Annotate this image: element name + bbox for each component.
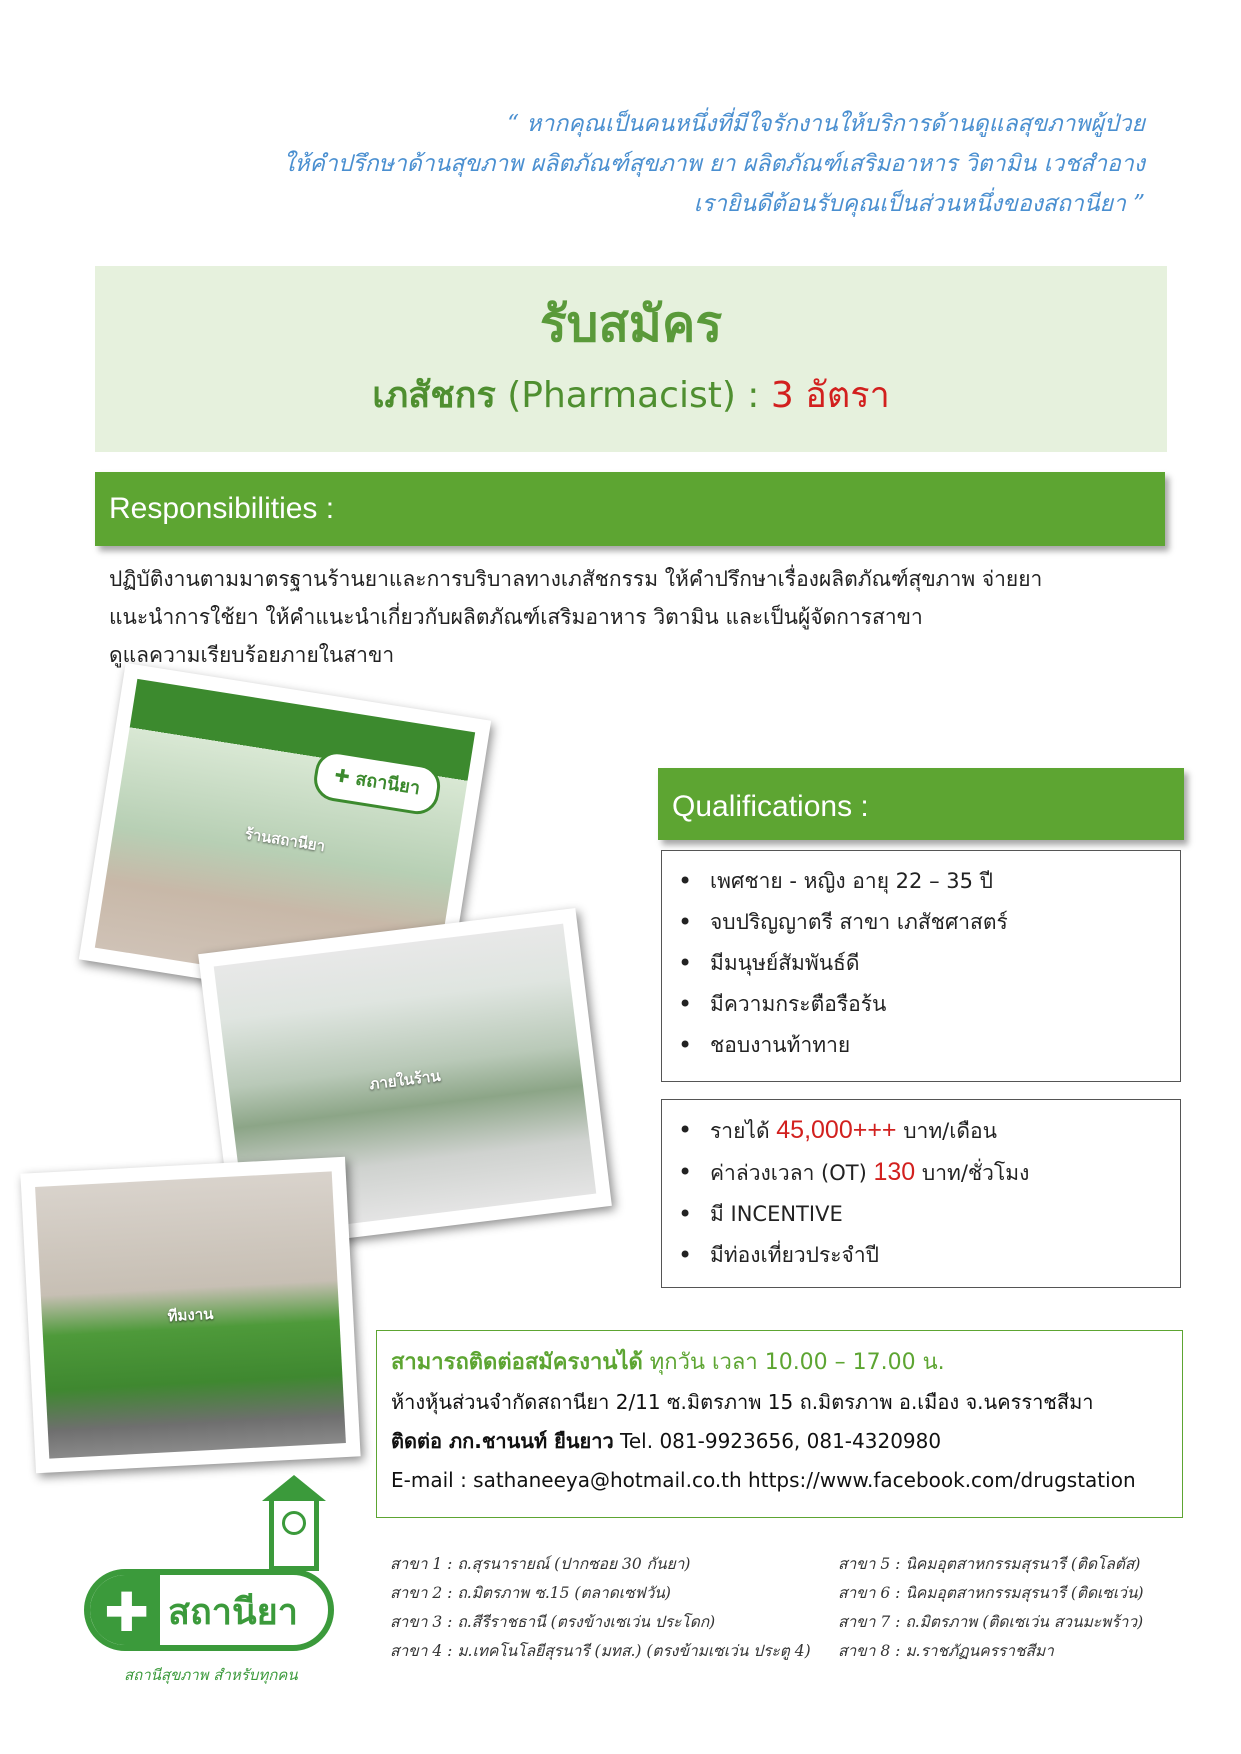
bullet-icon: • [678, 1158, 693, 1186]
bullet-icon: • [678, 867, 693, 895]
quote-line-1: “ หากคุณเป็นคนหนึ่งที่มีใจรักงานให้บริการด้านดูแลสุขภาพผู้ป่วย [507, 111, 1145, 137]
list-item: • เพศชาย - หญิง อายุ 22 – 35 ปี [662, 861, 1180, 902]
salary-value: 45,000+++ [776, 1116, 897, 1144]
qualifications-header: Qualifications : [658, 768, 1184, 840]
contact-hours: ทุกวัน เวลา 10.00 – 17.00 น. [642, 1350, 945, 1375]
cross-icon: ✚ [104, 1581, 150, 1644]
bullet-icon: • [678, 949, 693, 977]
list-item: • จบปริญญาตรี สาขา เภสัชศาสตร์ [662, 902, 1180, 943]
quote-line-2: ให้คำปรึกษาด้านสุขภาพ ผลิตภัณฑ์สุขภาพ ยา ผลิตภัณฑ์เสริมอาหาร วิตามิน เวชสำอาง [283, 151, 1145, 177]
position-rate: 3 อัตรา [770, 375, 890, 416]
position-en: (Pharmacist) : [495, 375, 771, 416]
responsibilities-line-3: ดูแลความเรียบร้อยภายในสาขา [109, 643, 395, 667]
contact-email-web: E-mail : sathaneeya@hotmail.co.th https://www.facebook.com/drugstation [391, 1468, 1136, 1492]
bullet-icon: • [678, 908, 693, 936]
list-item: • มีมนุษย์สัมพันธ์ดี [662, 943, 1180, 984]
contact-headline: สามารถติดต่อสมัครงานได้ ทุกวัน เวลา 10.00 – 17.00 น. [391, 1350, 945, 1375]
storefront-photo-label: ร้านสถานียา [243, 824, 327, 856]
bullet-icon: • [678, 1116, 693, 1144]
clock-tower-icon [264, 1475, 324, 1575]
responsibilities-line-1: ปฏิบัติงานตามมาตรฐานร้านยาและการบริบาลทางเภสัชกรรม ให้คำปรึกษาเรื่องผลิตภัณฑ์สุขภาพ จ่ายยา [109, 567, 1043, 591]
contact-box [376, 1330, 1183, 1518]
staff-photo-label: ทีมงาน [167, 1304, 214, 1326]
responsibilities-line-2: แนะนำการใช้ยา ให้คำแนะนำเกี่ยวกับผลิตภัณฑ์เสริมอาหาร วิตามิน และเป็นผู้จัดการสาขา [109, 605, 923, 629]
bullet-icon: • [678, 1200, 693, 1228]
qualifications-list [661, 850, 1181, 1082]
intro-quote [145, 104, 1145, 224]
branch-item: สาขา 5 : นิคมอุตสาหกรรมสุรนารี (ติดโลตัส) [838, 1555, 1141, 1573]
salary-item: • รายได้ 45,000+++ บาท/เดือน [662, 1110, 1180, 1152]
branch-list-right [838, 1550, 1198, 1666]
trip-item: • มีท่องเที่ยวประจำปี [662, 1235, 1180, 1276]
contact-address: ห้างหุ้นส่วนจำกัดสถานียา 2/11 ซ.มิตรภาพ 15 ถ.มิตรภาพ อ.เมือง จ.นครราชสีมา [391, 1390, 1094, 1414]
title-box [95, 266, 1167, 452]
logo-name: สถานียา [168, 1592, 298, 1633]
bullet-icon: • [678, 990, 693, 1018]
page-title: รับสมัคร [539, 295, 723, 353]
list-item: • ชอบงานท้าทาย [662, 1025, 1180, 1066]
contact-person: ติดต่อ ภก.ชานนท์ ยืนยาว Tel. 081-9923656, 081-4320980 [391, 1429, 942, 1453]
list-item: • มีความกระตือรือร้น [662, 984, 1180, 1025]
bullet-icon: • [678, 1241, 693, 1269]
staff-photo [20, 1157, 360, 1474]
store-sign: ✚ สถานียา [311, 748, 443, 817]
responsibilities-header: Responsibilities : [95, 472, 1165, 546]
branch-item: สาขา 7 : ถ.มิตรภาพ (ติดเซเว่น สวนมะพร้าว) [838, 1613, 1144, 1631]
branch-item: สาขา 6 : นิคมอุตสาหกรรมสุรนารี (ติดเซเว่น) [838, 1584, 1144, 1602]
quote-line-3: เรายินดีต้อนรับคุณเป็นส่วนหนึ่งของสถานียา ” [693, 191, 1145, 217]
benefits-list [661, 1099, 1181, 1288]
company-logo [84, 1475, 344, 1685]
ot-item: • ค่าล่วงเวลา (OT) 130 บาท/ชั่วโมง [662, 1152, 1180, 1194]
position-thai: เภสัชกร [372, 375, 496, 416]
logo-pill [84, 1569, 334, 1651]
logo-slogan: สถานีสุขภาพ สำหรับทุกคน [124, 1666, 298, 1684]
branch-item: สาขา 2 : ถ.มิตรภาพ ซ.15 (ตลาดเซฟวัน) [390, 1584, 671, 1602]
branch-item: สาขา 8 : ม.ราชภัฏนครราชสีมา [838, 1642, 1054, 1660]
contact-tel: Tel. 081-9923656, 081-4320980 [613, 1429, 942, 1453]
interior-photo-label: ภายในร้าน [368, 1066, 442, 1094]
position-line [95, 372, 1167, 420]
bullet-icon: • [678, 1031, 693, 1059]
responsibilities-text [109, 560, 1109, 674]
branch-list-left [390, 1550, 830, 1666]
clock-icon [282, 1511, 306, 1535]
branch-item: สาขา 4 : ม.เทคโนโลยีสุรนารี (มทส.) (ตรงข้ามเซเว่น ประตู 4) [390, 1642, 811, 1660]
branch-item: สาขา 3 : ถ.สีรีราชธานี (ตรงข้างเซเว่น ประโดก) [390, 1613, 716, 1631]
incentive-item: • มี INCENTIVE [662, 1194, 1180, 1235]
ot-value: 130 [873, 1158, 916, 1186]
branch-item: สาขา 1 : ถ.สุรนารายณ์ (ปากซอย 30 กันยา) [390, 1555, 691, 1573]
